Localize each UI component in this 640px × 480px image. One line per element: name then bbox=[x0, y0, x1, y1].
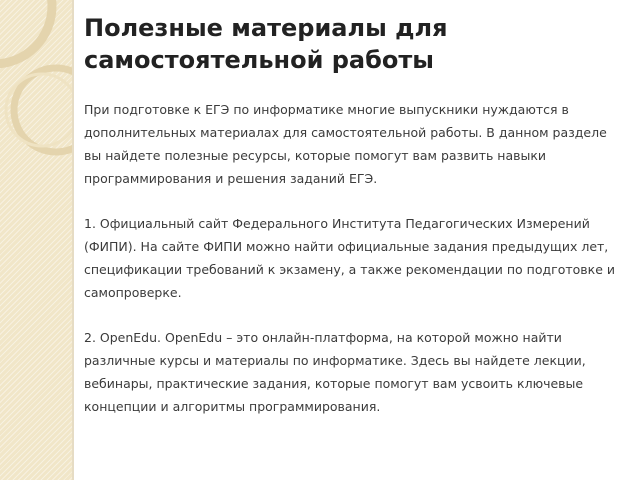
fipi-paragraph: 1. Официальный сайт Федерального Института Педагогических Измерений (ФИПИ). На сайте ФИПИ можно найти официальные задания предыдущих лет, спецификации требований к экзамену, а также рекомендации по подготовке и самопроверке. bbox=[84, 216, 615, 300]
decorative-side-panel bbox=[0, 0, 72, 480]
decorative-circles bbox=[0, 0, 72, 480]
openedu-paragraph: 2. OpenEdu. OpenEdu – это онлайн-платформа, на которой можно найти различные курсы и материалы по информатике. Здесь вы найдете лекции, вебинары, практические задания, которые помогут вам усвоить ключевые концепции и алгоритмы программирования. bbox=[84, 330, 586, 414]
side-divider bbox=[72, 0, 74, 480]
slide-content bbox=[84, 12, 624, 440]
slide-title: Полезные материалы для самостоятельной работы bbox=[84, 14, 448, 74]
intro-paragraph: При подготовке к ЕГЭ по информатике многие выпускники нуждаются в дополнительных материалах для самостоятельной работы. В данном разделе вы найдете полезные ресурсы, которые помогут вам развить навыки программирования и решения заданий ЕГЭ. bbox=[84, 102, 607, 186]
